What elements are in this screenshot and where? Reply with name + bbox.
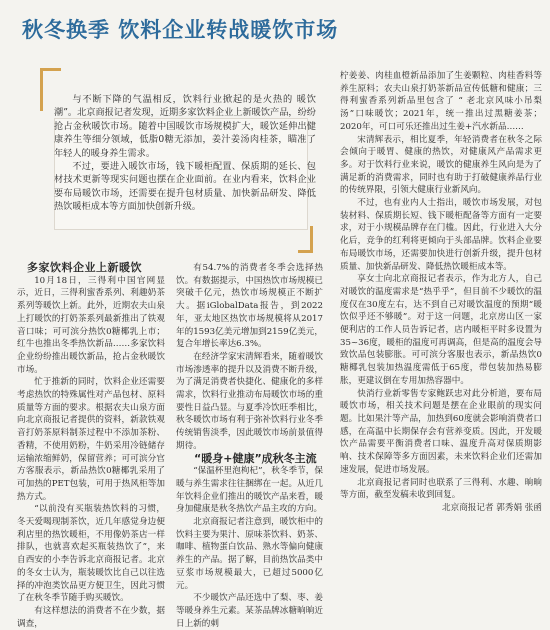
section-heading-warm-health: “暖身+健康”成秋冬主流 — [194, 451, 317, 465]
paragraph: 10月18日，三得利中国官网显示，近日，三得利蜜香系列、利趣奶茶系列等暖饮上新。此外，近期农夫山泉上打暖饮的打奶茶系列最新推出了铁观音口味；可可滨分热饮0糖椰乳上市；红牛也推出冬季热饮新品……多家饮料企业纷纷推出暖饮新品，抢占金秋暖饮市场。 — [17, 275, 165, 375]
author-byline: 北京商报记者 郭秀娟 张函 — [442, 502, 542, 513]
paragraph: 柠姜姜、肉桂血橙新品添加了生姜颗粒、肉桂香料等养生原料；农夫山泉打奶茶新品宣传低糖和健康；三得利蜜香系列新品里包含了 “ 老北京风味小吊梨汤”口味暖饮；2021年，统一推出过黑糖姜茶；2020年，可口可乐还推出过生姜+汽水新品…… — [340, 71, 542, 132]
intro-paragraph: 不过，要进入暖饮市场，钱下暖柜配置、保质期的延长、包材技术更新等现实问题也摆在企业面前。在业内看来，饮料企业要布局暖饮市场，还需要在提升包材质量、加快新品研发、降低热饮暖柜成本等方面加快创新升级。 — [54, 161, 316, 213]
paragraph: 不过，也有业内人士指出，暖饮市场发展，对包装材料、保质期长短、钱下暖柜配备等方面有一定要求，对于小规模品牌存在门槛。因此，行业进入大分化后，竞争的红利将更倾向于头部品牌。饮料企业要布局暖饮市场，还需要加快进行创新升级，提升包材质量、加快新品研发、降低热饮暖柜成本等。 — [340, 198, 542, 272]
section-heading-new-products: 多家饮料企业上新暖饮 — [27, 261, 142, 274]
column-3 — [340, 70, 542, 515]
paragraph: 有这样想法的消费者不在少数，据调查， — [17, 605, 165, 629]
paragraph: “保温杯里泡枸杞”，秋冬季节，保暖与养生需求往往捆绑在一起。从近几年饮料企业们推出的暖饮产品来看，暖身加健康是秋冬热饮产品主攻的方向。 — [176, 466, 323, 515]
column-1 — [17, 262, 165, 630]
paragraph: “以前没有买瓶装热饮料的习惯，冬天爱喝现制茶饮，近几年感觉身边便利店里的热饮暖柜，不用像奶茶店一样排队，也就喜欢起买瓶装热饮了”，来自西安的小李告诉北京商报记者。北京的冬女士认为，瓶装暖饮比自己以往选择的冲泡类饮品更方便卫生，因此习惯了在秋冬季节随手购买暖饮。 — [17, 504, 165, 604]
paragraph: 快消行业新零售专家鲍跃忠对此分析道，要布局暖饮市场，相关技术问题是摆在企业眼前的现实问题。比如果汁等产品，加热到60度就会影响消费者口感，在高温中长期保存会有营养变质。因此，开发暖饮产品需要平衡消费者口味、温度升高对保质期影响、技术保障等多方面因素，未来饮料企业们还需加速发展，促进市场发展。 — [340, 388, 542, 475]
paragraph: 享女士向北京商报记者表示，作为北方人，自己对暖饮的温度需求是“热乎乎”，但目前不少暖饮的温度仅在30度左右，达不到自己对暖饮温度的预期“暖饮似乎还不够暖”。对于这一问题，北京房山区一家便利店的工作人员告诉记者，店内暖柜平时多设置为35~36度，暖柜的温度可再调高，但是高的温度会导致饮品包装膨胀。可可滨分客服也表示，新品热饮0糖椰乳包装加热温度需低于65度，带包装加热易膨胀，更建议倒在专用加热容器中。 — [340, 274, 542, 386]
column-2 — [176, 262, 323, 630]
paragraph: 有54.7%的消费者冬季会选择热饮。有数据提示，中国热饮市场规模已突破千亿元，热饮市场规模正不断扩大。据iGlobalData报告，到2022年，亚太地区热饮市场规模将从2017年的1593亿美元增加到2159亿美元，复合年增长率达6.3%。 — [176, 263, 323, 350]
intro-paragraph: 与不断下降的气温相反，饮料行业掀起的是火热的 暖饮潮”。北京商报记者发现，近期多家饮料企业上新暖饮产品，纷纷抢占金秋暖饮市场。随着中国暖饮市场规模扩大，暖饮延伸出健康养生等细分领域，低脂0糖无添加，姜汁姜汤肉桂茶，瞄准了年轻人的暖身养生需求。 — [54, 94, 316, 159]
paragraph: 不少暖饮产品还选中了梨、枣、姜等暖身养生元素。某茶品牌冰糖晌晌近日上新的刺 — [176, 593, 323, 629]
paragraph: 宋清辉表示，相比夏季，年轻消费者在秋冬之际会倾向于暖胃、健康的热饮，对健康风产品需求更多。对于饮料行业来说，暖饮的健康养生风向是为了满足新的消费需求，同时也有助于打破健康养品行业的传统界限，引领大健康行业新风向。 — [340, 134, 542, 196]
paragraph: 忙于推新的同时，饮料企业还需要考虑热饮的特殊属性对产品包材、原料质量等方面的要求。根据农夫山泉方面向北京商报记者提供的资料，新款铁观音打奶茶原料制茶过程中不添加茶粉、香精，不使用奶粉，牛奶采用冷链储存运输浓缩鲜奶，保留营养；可可滨分官方客服表示，新品热饮0糖椰乳采用了可加热的PET包装，可用于热风柜等加热方式。 — [17, 377, 165, 502]
paragraph: 北京商报记者注意到，暖饮柜中的饮料主要为果汁、原味茶饮料、奶茶、咖啡、植物蛋白饮品、熟水等偏向健康养生的产品。据了解，目前热饮品类中豆浆市场规模最大，已超过5000亿元。 — [176, 517, 323, 591]
page-title: 秋冬换季 饮料企业转战暖饮市场 — [22, 18, 339, 42]
paragraph: 北京商报记者同时也联系了三得利、水趣、晌晌等方面，截至发稿未收到回复。 — [340, 477, 542, 501]
bracket-bottom-right — [298, 226, 313, 253]
paragraph: 在经济学家宋清辉看来，随着暖饮市场渗透率的提升以及消费不断升级，为了满足消费者快捷化、健康化的多样需求，饮料行业推动布局暖饮市场的重要性日益凸显。与夏季冷饮旺季相比，秋冬暖饮市场有利于弥补饮料行业冬季传统销售淡季，因此暖饮市场前景值得期待。 — [176, 351, 323, 451]
intro-text — [54, 93, 316, 214]
